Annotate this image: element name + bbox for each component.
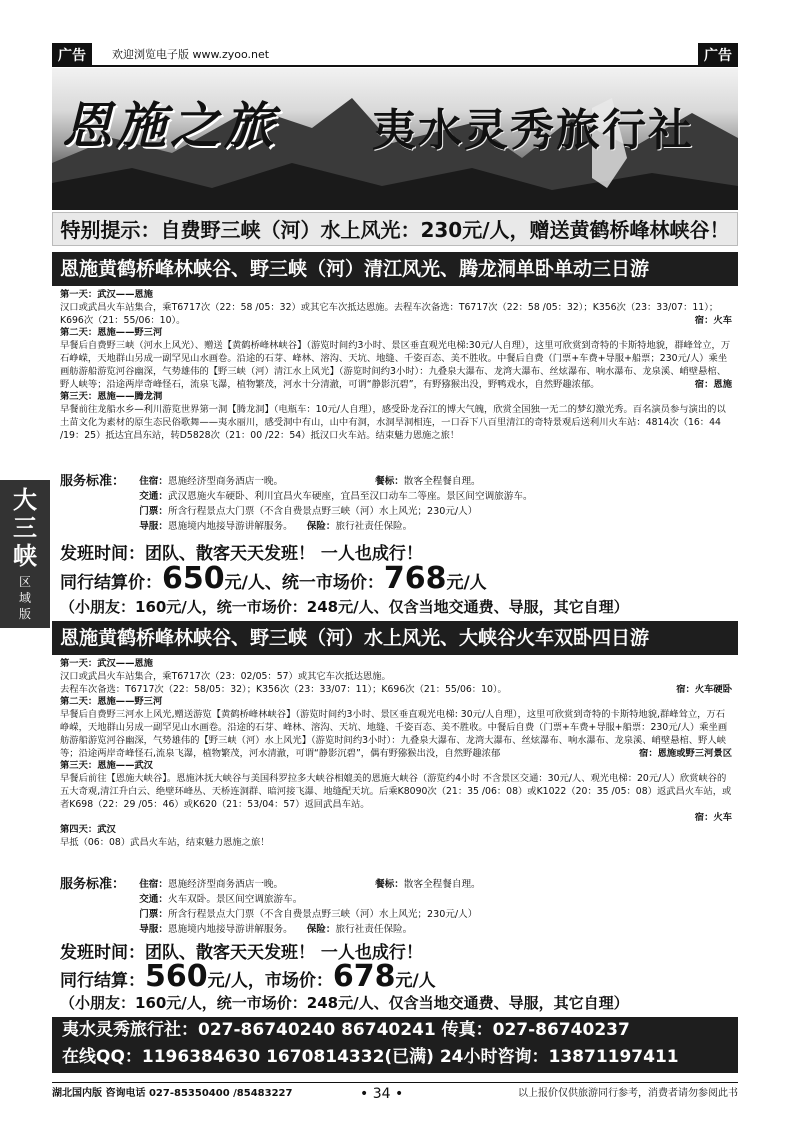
tour2-itinerary (60, 658, 732, 850)
tour1-guide-key: 导服： (139, 521, 168, 532)
tour1-meal-value: 散客全程餐自理。 (403, 476, 481, 487)
footer-disclaimer: 以上报价仅供旅游同行参考，消费者请勿参阅此书 (518, 1088, 738, 1099)
tour2-meal-key: 餐标： (375, 879, 404, 890)
tour2-day2-text: 早餐后自费野三河水上风光,赠送游览【黄鹤桥峰林峡谷】（游览时间约3小时、景区垂直观光电梯: 30元/人自理），这里可欣赏到奇特的卡斯特地貌,群峰耸立，万石峥嵘，天地群山另成一副罕见山水画卷。沿途的石芽、峰林、溶沟、天坑、地缝、千姿百态、美不胜收。中餐后自费（门票+车费+导服+船票：230元/人）乘坐画舫游船游览河谷幽深，气势雄伟的【野三峡（河）水上风光】（游览时间约3小时）：九叠泉大瀑布、龙湾大瀑布、丝炫瀑布、响水瀑布、龙泉溪、峭壁悬棺、野人峡等；沿途两岸奇峰怪石,流泉飞瀑，植物繁茂，河水清澈，可谓“静影沉碧”，偶有野猕猴出没，自然野趣浓郁 (60, 709, 728, 759)
page-number: • 34 • (360, 1086, 404, 1102)
tour2-day3-text: 早餐后前往【恩施大峡谷】。恩施沐抚大峡谷与美国科罗拉多大峡谷相媲美的恩施大峡谷（游览约4小时 不含景区交通：30元/人、观光电梯：20元/人）欣赏峡谷的五大奇观,清江升白云、绝壁环峰丛、天桥连洞群、暗河接飞瀑、地缝配天坑。后乘K8090次（21：35 /06：08）或K1022（20：35 /05：08）返武昌火车站，或者K698（22：29 /05：46）或K620（21：53/04：57）返回武昌车站。 (60, 773, 732, 810)
tour1-day2-text: 早餐后自费野三峡（河水上风光）、赠送【黄鹤桥峰林峡谷】（游览时间约3小时、景区垂直观光电梯:30元/人自理），这里可欣赏到奇特的卡斯特地貌，群峰耸立，万石峥嵘，天地群山另成一副罕见山水画卷。沿途的石芽、峰林、溶沟、天坑、地缝、千姿百态、美不胜收。中餐后自费（门票+车费+导服+船票；230元/人）乘坐画舫游船游览河谷幽深，气势雄伟的【野三峡（河）清江水上风光】（游览时间约3小时）：九叠泉大瀑布、龙湾大瀑布、丝炫瀑布、响水瀑布、龙泉溪、峭壁悬棺、野人峡等；沿途两岸奇峰怪石，流泉飞瀑，植物繁茂，河水十分清澈，可谓“静影沉碧”，有野猕猴出没，野鸭戏水，自然野趣浓郁。 (60, 340, 731, 390)
tour1-day1-text: 汉口或武昌火车站集合，乘T6717次（22：58 /05：32）或其它车次抵达恩施。去程车次备选：T6717次（22：58 /05：32）；K356次（23：33/07：11）；K696次（21：55/06：10）。 (60, 301, 719, 326)
tour2-price-unit1: 元/人，市场价： (207, 971, 333, 991)
top-bar (52, 41, 738, 67)
tour1-guide-value: 恩施境内地接导游讲解服务。 (168, 521, 293, 532)
tour2-price-unit2: 元/人 (395, 971, 436, 991)
tour2-title: 恩施黄鹤桥峰林峡谷、野三峡（河）水上风光、大峡谷火车双卧四日游 (52, 621, 738, 655)
side-char-3: 峡 (13, 541, 37, 570)
tour2-day4-text: 早抵（06：08）武昌火车站，结束魅力恩施之旅！ (60, 837, 270, 849)
tour2-peer-price: 560 (145, 959, 208, 994)
side-title (0, 480, 50, 570)
tour1-traffic-key: 交通： (139, 491, 168, 502)
tour1-stay-value: 恩施经济型商务酒店一晚。 (168, 476, 284, 487)
tour2-stay-value: 恩施经济型商务酒店一晚。 (168, 879, 284, 890)
side-subtitle (0, 574, 50, 622)
tour2-price-line (60, 959, 436, 994)
tour2-market-price: 678 (332, 959, 396, 994)
contact-qq-line[interactable]: 在线QQ：1196384630 1670814332(已满) 24小时咨询：13871197411 (62, 1047, 679, 1067)
tour2-traffic-key: 交通： (139, 894, 168, 905)
tour1-service-standard (60, 474, 732, 534)
tour2-ticket-key: 门票： (139, 909, 168, 920)
tour2-ticket-value: 所含行程景点大门票（不含自费景点野三峡（河）水上风光；230元/人） (168, 909, 478, 920)
page-footer (52, 1082, 738, 1105)
tour2-day1-text: 汉口或武昌火车站集合，乘T6717次（23：02/05：57）或其它车次抵达恩施。 (60, 670, 391, 682)
tour2-svc-label: 服务标准： (60, 877, 126, 892)
tour2-day1-stay: 宿：火车硬卧 (676, 683, 732, 695)
tour2-stay-key: 住宿： (139, 879, 168, 890)
tour2-day2-stay: 宿：恩施或野三河景区 (639, 747, 732, 759)
contact-box (52, 1017, 738, 1073)
tour1-insurance-key: 保险： (306, 521, 336, 532)
tour1-ticket-value: 所含行程景点大门票（不含自费景点野三峡（河）水上风光；230元/人） (168, 506, 478, 517)
tour1-price-unit2: 元/人 (446, 573, 487, 593)
tour1-price-label: 同行结算价： (60, 573, 162, 593)
special-notice: 特别提示：自费野三峡（河）水上风光：230元/人，赠送黄鹤桥峰林峡谷！ (52, 212, 738, 246)
contact-phone-line[interactable]: 夷水灵秀旅行社：027-86740240 86740241 传真：027-86740237 (62, 1020, 630, 1040)
tour2-guide-value: 恩施境内地接导游讲解服务。 (168, 924, 293, 935)
tour1-itinerary (60, 289, 732, 443)
tour2-price-label: 同行结算： (60, 971, 145, 991)
tour1-stay-key: 住宿： (139, 476, 168, 487)
tour2-insurance-value: 旅行社责任保险。 (335, 924, 413, 935)
banner (52, 68, 738, 210)
tour1-departure: 发班时间：团队、散客天天发班！ 一人也成行！ (60, 544, 423, 564)
side-sub-3: 版 (18, 607, 31, 621)
ad-tag-right: 广告 (698, 43, 738, 67)
tour1-day1-head: 第一天：武汉——恩施 (60, 289, 153, 300)
tour1-traffic-value: 武汉恩施火车硬卧、利川宜昌火车硬座，宜昌至汉口动车二等座。景区间空调旅游车。 (168, 491, 533, 502)
tour1-day3-head: 第三天：恩施——腾龙洞 (60, 391, 163, 403)
tour1-meal-key: 餐标： (375, 476, 404, 487)
tour1-day3-text: 早餐前往龙船水乡—利川游览世界第一洞【腾龙洞】（电瓶车：10元/人自理），感受卧龙吞江的博大气魄，欣赏全国独一无二的梦幻激光秀。百名演员参与演出的以土苗文化为素材的原生态民俗歌舞——夷水丽川，感受洞中有山，山中有洞，水洞旱洞相连，一口吞下八百里清江的奇特景观后送利川火车站：4814次（16：44 /19：25）抵达宜昌东站，转D5828次（21：00 /22：54）抵汉口火车站。结束魅力恩施之旅！ (60, 404, 726, 441)
tour1-price-unit1: 元/人、统一市场价： (224, 573, 384, 593)
side-char-1: 大 (13, 485, 37, 514)
site-url[interactable]: 欢迎浏览电子版 www.zyoo.net (112, 48, 270, 61)
tour2-meal-value: 散客全程餐自理。 (403, 879, 481, 890)
tour2-day4-head: 第四天：武汉 (60, 824, 116, 836)
side-char-2: 三 (13, 513, 37, 542)
tour1-ticket-key: 门票： (139, 506, 168, 517)
tour2-insurance-key: 保险： (306, 924, 336, 935)
banner-agency-name: 夷水灵秀旅行社 (372, 105, 694, 156)
tour1-peer-price: 650 (162, 561, 225, 596)
banner-left-title: 恩施之旅 (62, 96, 278, 155)
side-sub-1: 区 (18, 575, 31, 589)
tour2-day3-head: 第三天：恩施——武汉 (60, 760, 153, 772)
tour2-day1-head: 第一天：武汉——恩施 (60, 658, 153, 669)
tour1-svc-label: 服务标准： (60, 474, 126, 489)
tour1-insurance-value: 旅行社责任保险。 (335, 521, 413, 532)
tour2-service-standard (60, 877, 732, 937)
tour1-title: 恩施黄鹤桥峰林峡谷、野三峡（河）清江风光、腾龙洞单卧单动三日游 (52, 252, 738, 286)
footer-edition: 湖北国内版 咨询电话 027-85350400 /85483227 (52, 1088, 293, 1099)
tour2-child-price: （小朋友：160元/人，统一市场价：248元/人、仅含当地交通费、导服，其它自理） (60, 994, 629, 1012)
tour2-day2-head: 第二天：恩施——野三河 (60, 696, 163, 708)
tour2-day3-stay: 宿：火车 (694, 811, 732, 823)
region-side-tab (0, 480, 50, 628)
tour1-market-price: 768 (383, 561, 447, 596)
tour2-day1-text2: 去程车次备选：T6717次（22：58/05：32）；K356次（23：33/07：11）；K696次（21：55/06：10）。 (60, 683, 507, 695)
side-sub-2: 域 (18, 591, 31, 605)
tour1-day1-stay: 宿：火车 (694, 314, 732, 326)
ad-tag-left: 广告 (52, 43, 92, 67)
tour1-price-line (60, 561, 487, 596)
tour1-day2-head: 第二天：恩施——野三河 (60, 327, 163, 339)
tour1-day2-stay: 宿：恩施 (694, 378, 732, 390)
tour2-traffic-value: 火车双卧。景区间空调旅游车。 (168, 894, 303, 905)
tour1-child-price: （小朋友：160元/人，统一市场价：248元/人、仅含当地交通费、导服，其它自理） (60, 598, 629, 616)
tour2-guide-key: 导服： (139, 924, 168, 935)
tour2-departure: 发班时间：团队、散客天天发班！ 一人也成行！ (60, 943, 423, 963)
